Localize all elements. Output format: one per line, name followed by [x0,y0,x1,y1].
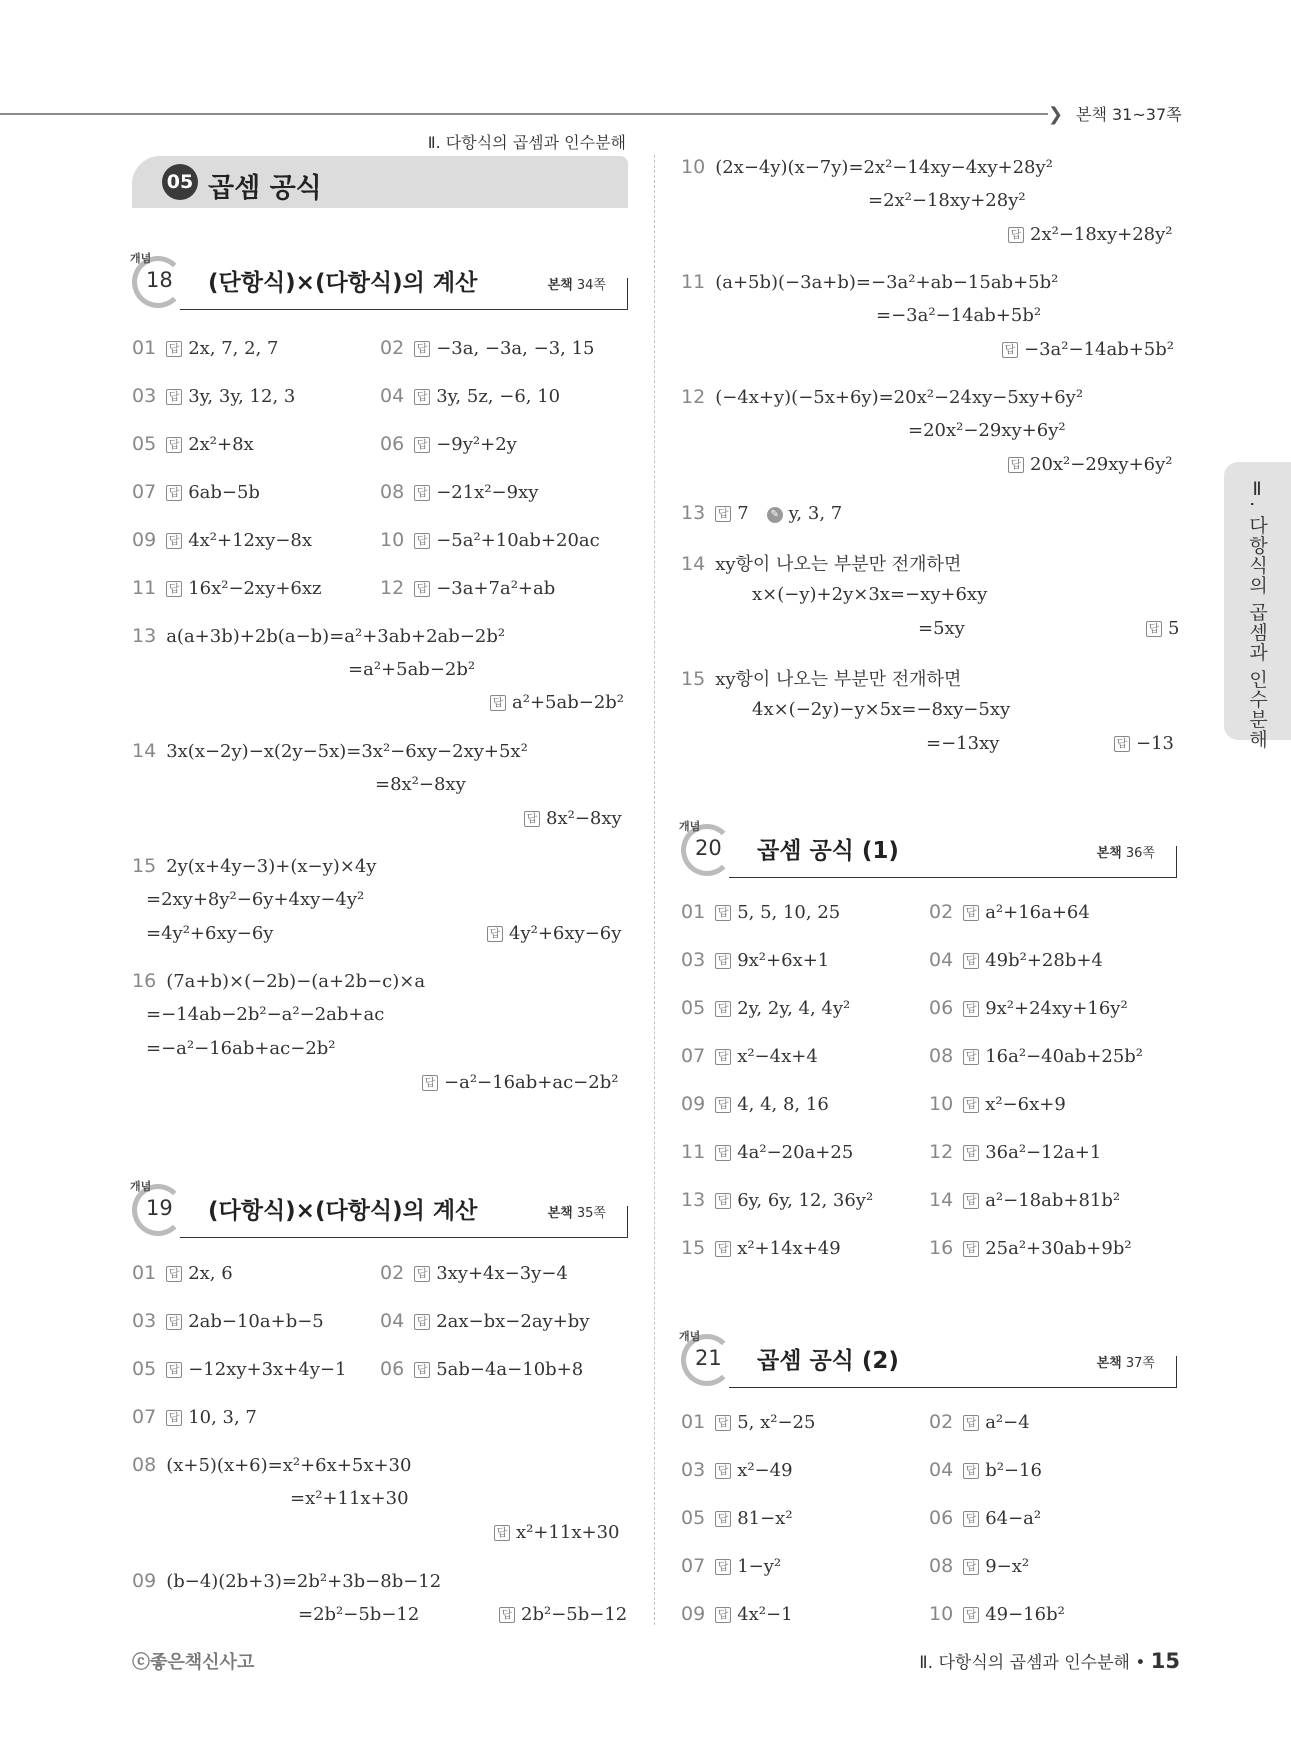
solution-line: =−a²−16ab+ac−2b² [146,1038,336,1059]
solution-line: =2b²−5b−12 [298,1604,420,1625]
list-item: 07 답 6ab−5b [132,481,260,503]
answer-mark: 답 [414,1314,430,1330]
solution-line: 16 (7a+b)×(−2b)−(a+2b−c)×a [132,970,426,992]
list-item: 06 답 5ab−4a−10b+8 [380,1358,584,1380]
section-title-bar [132,156,628,208]
concept-19-header [132,1178,628,1238]
solution-line: x×(−y)+2y×3x=−xy+6xy [752,584,988,605]
list-item: 07 답 1−y² [681,1555,782,1577]
concept-number: 18 [146,268,173,292]
list-item: 04 답 b²−16 [929,1459,1042,1481]
concept-page-ref: 본책 36쪽 [1096,846,1155,861]
list-item: 01 답 5, 5, 10, 25 [681,901,841,923]
list-item: 05 답 2y, 2y, 4, 4y² [681,997,851,1019]
answer-mark: 답 [166,1362,182,1378]
answer-mark: 답 [414,485,430,501]
solution-line: 12 (−4x+y)(−5x+6y)=20x²−24xy−5xy+6y² [681,386,1084,408]
list-item: 16 답 25a²+30ab+9b² [929,1237,1132,1259]
list-item: 02 답 a²+16a+64 [929,901,1090,923]
answer-mark: 답 [494,1525,510,1541]
solution-line: =2x²−18xy+28y² [868,190,1026,211]
concept-page-ref: 본책 34쪽 [547,278,606,293]
answer-mark: 답 [715,1463,731,1479]
concept-21-header [681,1328,1177,1388]
list-item: 02 답 3xy+4x−3y−4 [380,1262,568,1284]
solution-answer: 답 2x²−18xy+28y² [1008,224,1173,245]
answer-mark: 답 [166,581,182,597]
answer-mark: 답 [963,1511,979,1527]
answer-mark: 답 [715,905,731,921]
answer-mark: 답 [166,1410,182,1426]
answer-mark: 답 [715,1511,731,1527]
answer-mark: 답 [963,1193,979,1209]
book-reference: 본책 31~37쪽 [1076,105,1182,124]
answer-mark: 답 [414,341,430,357]
list-item: 01 답 2x, 7, 2, 7 [132,337,279,359]
list-item: 12 답 −3a+7a²+ab [380,577,556,599]
column-divider [654,155,655,1625]
answer-mark: 답 [715,1049,731,1065]
answer-mark: 답 [715,1415,731,1431]
list-item: 09 답 4x²+12xy−8x [132,529,312,551]
answer-mark: 답 [490,695,506,711]
answer-mark: 답 [166,389,182,405]
list-item: 06 답 64−a² [929,1507,1042,1529]
answer-mark: 답 [715,1559,731,1575]
concept-title: (다항식)×(다항식)의 계산 [208,1198,478,1224]
chapter-heading: Ⅱ. 다항식의 곱셈과 인수분해 [427,133,626,152]
section-number: 05 [162,164,198,200]
answer-mark: 답 [715,506,731,522]
answer-mark: 답 [422,1075,438,1091]
concept-title: (단항식)×(다항식)의 계산 [208,270,478,296]
solution-answer: 답 x²+11x+30 [494,1522,620,1543]
page-number: 15 [1150,1649,1180,1673]
concept-label: 개념 [679,820,701,833]
list-item: 06 답 9x²+24xy+16y² [929,997,1128,1019]
solution-line: 14 3x(x−2y)−x(2y−5x)=3x²−6xy−2xy+5x² [132,740,528,762]
concept-page-ref: 본책 37쪽 [1096,1356,1155,1371]
list-item: 01 답 5, x²−25 [681,1411,816,1433]
solution-answer: 답 −13 [1114,733,1174,754]
concept-number: 20 [695,836,722,860]
answer-mark: 답 [166,533,182,549]
list-item: 05 답 −12xy+3x+4y−1 [132,1358,347,1380]
list-item: 05 답 81−x² [681,1507,793,1529]
concept-number: 19 [146,1196,173,1220]
list-item: 08 답 16a²−40ab+25b² [929,1045,1144,1067]
list-item: 13 답 6y, 6y, 12, 36y² [681,1189,874,1211]
list-item: 04 답 2ax−bx−2ay+by [380,1310,590,1332]
answer-mark: 답 [963,1559,979,1575]
solution-line: 09 (b−4)(2b+3)=2b²+3b−8b−12 [132,1570,442,1592]
solution-line: =20x²−29xy+6y² [908,420,1066,441]
answer-mark: 답 [166,1266,182,1282]
answer-mark: 답 [963,1607,979,1623]
list-item: 04 답 49b²+28b+4 [929,949,1103,971]
section-title: 곱셈 공식 [208,173,322,204]
list-item: 08 답 9−x² [929,1555,1030,1577]
list-item: 15 답 x²+14x+49 [681,1237,841,1259]
list-item: 02 답 a²−4 [929,1411,1030,1433]
solution-line: =2xy+8y²−6y+4xy−4y² [146,889,365,910]
solution-line: =x²+11x+30 [290,1488,409,1509]
list-item: 03 답 9x²+6x+1 [681,949,830,971]
list-item: 03 답 3y, 3y, 12, 3 [132,385,296,407]
concept-label: 개념 [679,1330,701,1343]
answer-mark: 답 [1002,342,1018,358]
solution-line: =a²+5ab−2b² [348,659,476,680]
list-item: 02 답 −3a, −3a, −3, 15 [380,337,595,359]
concept-title: 곱셈 공식 (2) [757,1348,899,1374]
answer-mark: 답 [963,905,979,921]
chevron-right-icon: ❯ [1048,104,1064,125]
answer-mark: 답 [414,581,430,597]
answer-mark: 답 [414,1266,430,1282]
list-item: 09 답 4x²−1 [681,1603,793,1625]
answer-mark: 답 [715,1607,731,1623]
concept-label: 개념 [130,1180,152,1193]
list-item: 09 답 4, 4, 8, 16 [681,1093,829,1115]
list-item: 10 답 −5a²+10ab+20ac [380,529,600,551]
solution-line: 13 a(a+3b)+2b(a−b)=a²+3ab+2ab−2b² [132,625,506,647]
answer-mark: 답 [166,485,182,501]
answer-mark: 답 [414,1362,430,1378]
solution-line: =−3a²−14ab+5b² [876,305,1042,326]
solution-line: 08 (x+5)(x+6)=x²+6x+5x+30 [132,1454,412,1476]
solution-answer: 답 4y²+6xy−6y [487,923,621,944]
answer-mark: 답 [963,1415,979,1431]
solution-line: 15 xy항이 나오는 부분만 전개하면 [681,668,962,690]
concept-number: 21 [695,1346,722,1370]
answer-mark: 답 [963,1049,979,1065]
answer-mark: 답 [414,533,430,549]
list-item: 10 답 49−16b² [929,1603,1065,1625]
list-item: 01 답 2x, 6 [132,1262,233,1284]
concept-label: 개념 [130,252,152,265]
list-item: 11 답 16x²−2xy+6xz [132,577,322,599]
list-item: 07 답 x²−4x+4 [681,1045,818,1067]
answer-mark: 답 [1146,621,1162,637]
solution-answer: 답 2b²−5b−12 [499,1604,627,1625]
solution-answer: 답 −3a²−14ab+5b² [1002,339,1174,360]
answer-mark: 답 [715,1145,731,1161]
answer-mark: 답 [166,437,182,453]
answer-mark: 답 [715,1097,731,1113]
answer-mark: 답 [963,1241,979,1257]
answer-mark: 답 [715,1001,731,1017]
concept-18-header [132,250,628,310]
list-item: 14 답 a²−18ab+81b² [929,1189,1121,1211]
answer-mark: 답 [715,1241,731,1257]
header-rule [0,113,1048,115]
answer-mark: 답 [715,953,731,969]
solution-line: =4y²+6xy−6y [146,923,274,944]
solution-line: 4x×(−2y)−y×5x=−8xy−5xy [752,699,1011,720]
answer-mark: 답 [963,1145,979,1161]
page-footer: Ⅱ. 다항식의 곱셈과 인수분해 • 15 [919,1649,1180,1673]
solution-line: 10 (2x−4y)(x−7y)=2x²−14xy−4xy+28y² [681,156,1053,178]
list-item: 04 답 3y, 5z, −6, 10 [380,385,561,407]
answer-mark: 답 [487,926,503,942]
answer-mark: 답 [963,953,979,969]
hint-icon: ✎ [767,507,783,523]
answer-mark: 답 [166,1314,182,1330]
list-item: 03 답 2ab−10a+b−5 [132,1310,324,1332]
list-item: 12 답 36a²−12a+1 [929,1141,1102,1163]
answer-mark: 답 [963,1463,979,1479]
list-item: 10 답 x²−6x+9 [929,1093,1066,1115]
answer-mark: 답 [1114,736,1130,752]
list-item: 03 답 x²−49 [681,1459,793,1481]
answer-mark: 답 [414,389,430,405]
answer-mark: 답 [414,437,430,453]
chapter-side-tab-label: Ⅱ. 다항식의 곱셈과 인수분해 [1246,478,1268,750]
solution-line: 15 2y(x+4y−3)+(x−y)×4y [132,855,377,877]
solution-answer: 답 20x²−29xy+6y² [1008,454,1173,475]
answer-mark: 답 [963,1097,979,1113]
solution-answer: 답 8x²−8xy [524,808,622,829]
answer-mark: 답 [1008,227,1024,243]
concept-page-ref: 본책 35쪽 [547,1206,606,1221]
list-item: 05 답 2x²+8x [132,433,254,455]
solution-answer: 답 a²+5ab−2b² [490,692,624,713]
answer-mark: 답 [1008,457,1024,473]
solution-line: =−14ab−2b²−a²−2ab+ac [146,1004,385,1025]
answer-mark: 답 [963,1001,979,1017]
answer-mark: 답 [715,1193,731,1209]
list-item: 07 답 10, 3, 7 [132,1406,257,1428]
answer-mark: 답 [499,1607,515,1623]
list-item: 11 답 4a²−20a+25 [681,1141,854,1163]
list-item: 06 답 −9y²+2y [380,433,517,455]
answer-mark: 답 [166,341,182,357]
publisher-logo: ⓒ좋은책신사고 [132,1652,255,1673]
solution-answer: 답 −a²−16ab+ac−2b² [422,1072,618,1093]
list-item: 13 답 7 ✎ y, 3, 7 [681,502,843,524]
solution-line: =5xy [918,618,965,639]
solution-line: =−13xy [926,733,1000,754]
solution-line: =8x²−8xy [375,774,466,795]
list-item: 08 답 −21x²−9xy [380,481,539,503]
concept-20-header [681,818,1177,878]
answer-mark: 답 [524,811,540,827]
solution-line: 14 xy항이 나오는 부분만 전개하면 [681,553,962,575]
solution-answer: 답 5 [1146,618,1179,639]
concept-title: 곱셈 공식 (1) [757,838,899,864]
solution-line: 11 (a+5b)(−3a+b)=−3a²+ab−15ab+5b² [681,271,1059,293]
